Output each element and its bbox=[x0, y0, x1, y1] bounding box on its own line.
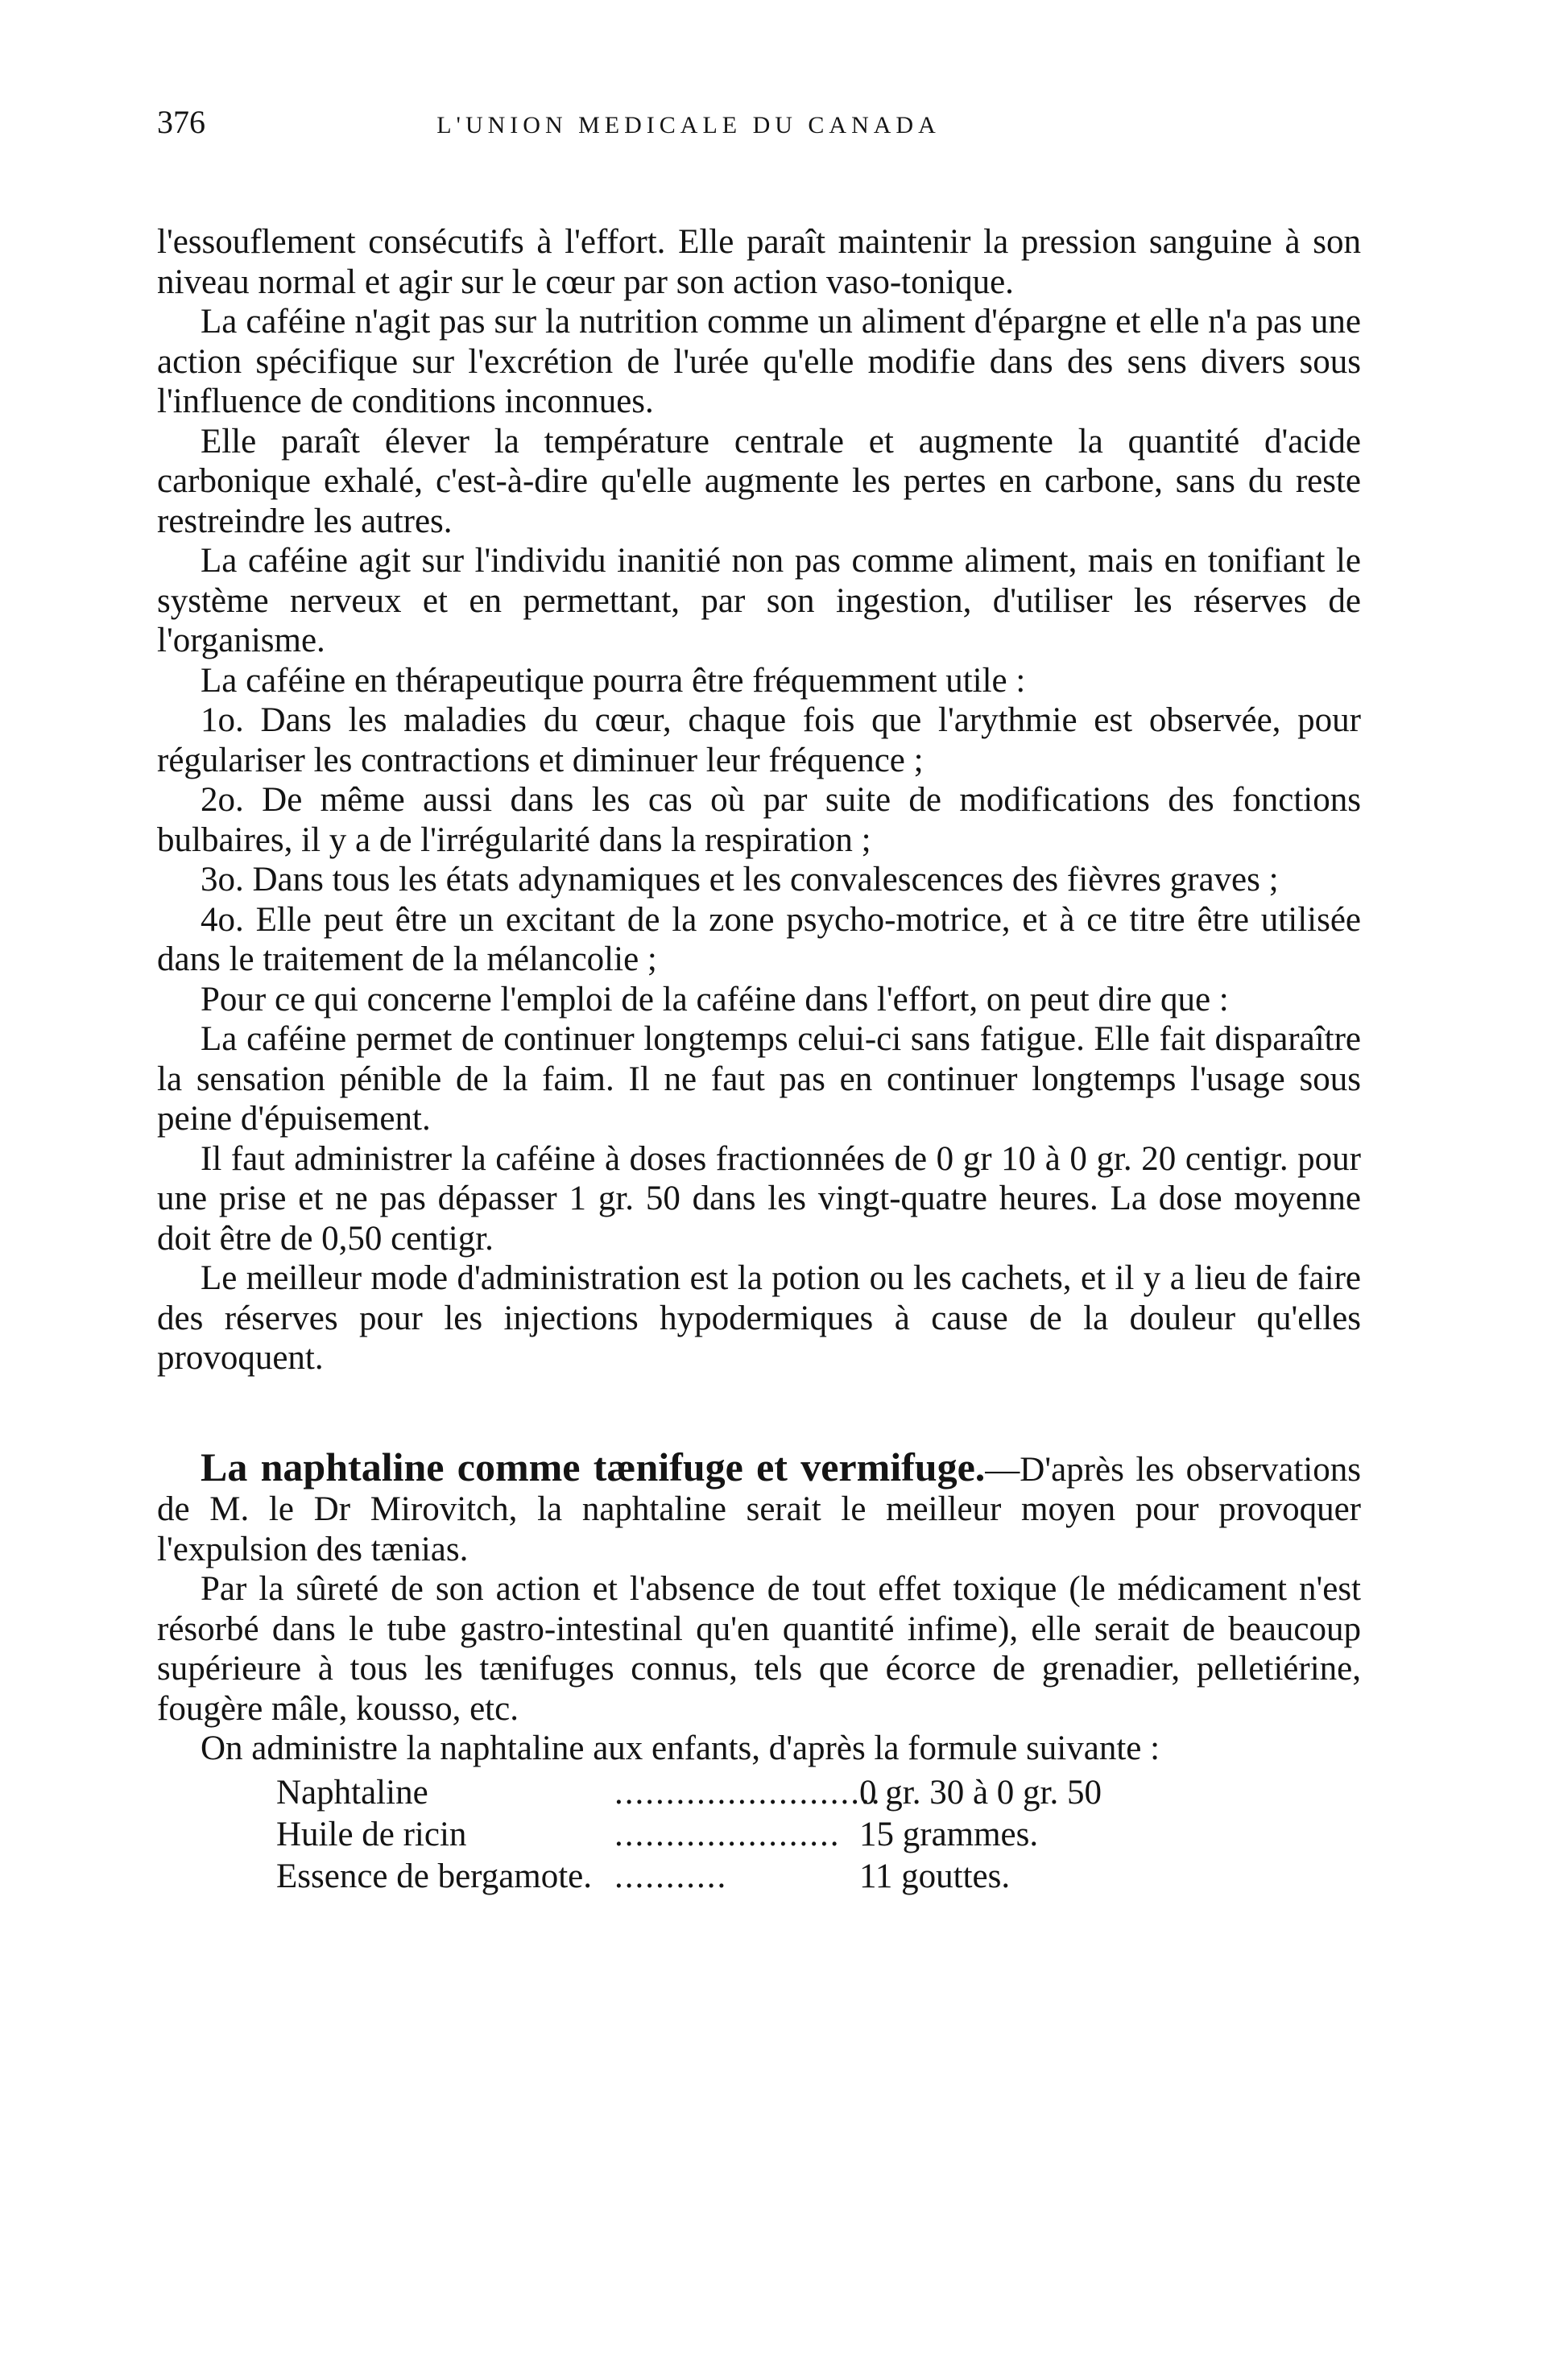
ingredient-name: Naphtaline bbox=[276, 1773, 428, 1812]
paragraph: Il faut administrer la caféine à doses fractionnées de 0 gr 10 à 0 gr. 20 centigr. pour une prise et ne pas dépasser 1 gr. 50 dans les vingt-quatre heures. La dose moyenne doit être de 0,50 centigr. bbox=[157, 1139, 1361, 1258]
paragraph: La caféine agit sur l'individu inanitié non pas comme aliment, mais en tonifiant le système nerveux et en permettant, par son ingestion, d'utiliser les réserves de l'organisme. bbox=[157, 542, 1361, 659]
paragraph: La caféine en thérapeutique pourra être fréquemment utile : bbox=[201, 661, 1026, 700]
paragraph: La caféine n'agit pas sur la nutrition comme un aliment d'épargne et elle n'a pas une action spécifique sur l'excrétion de l'urée qu'elle modifie dans des sens divers sous l'influence de conditions inconnues. bbox=[157, 303, 1361, 420]
page-header bbox=[157, 103, 1361, 167]
ingredient-quantity: 15 grammes. bbox=[859, 1815, 1039, 1853]
formula-row bbox=[276, 1772, 1361, 1814]
leader-dots: ...................... bbox=[614, 1815, 841, 1853]
list-item: 3o. Dans tous les états adynamiques et les convalescences des fièvres graves ; bbox=[201, 861, 1279, 899]
paragraph: l'essouflement consécutifs à l'effort. Elle paraît maintenir la pression sanguine à son niveau normal et agir sur le cœur par son action vaso-tonique. bbox=[157, 223, 1361, 301]
paragraph: Le meilleur mode d'administration est la potion ou les cachets, et il y a lieu de faire des réserves pour les injections hypodermiques à cause de la douleur qu'elles provoquent. bbox=[157, 1259, 1361, 1377]
page-number: 376 bbox=[157, 104, 205, 140]
leader-dots: .......................... bbox=[614, 1773, 882, 1812]
ingredient-quantity: 0 gr. 30 à 0 gr. 50 bbox=[859, 1773, 1102, 1812]
section-title: La naphtaline comme tænifuge et vermifuge. bbox=[201, 1444, 986, 1490]
paragraph: Pour ce qui concerne l'emploi de la caféine dans l'effort, on peut dire que : bbox=[201, 980, 1229, 1019]
paragraph: Par la sûreté de son action et l'absence de tout effet toxique (le médicament n'est résorbé dans le tube gastro-intestinal qu'en quantité infime), elle serait de beaucoup supérieure à tous les tænifuges connus, tels que écorce de grenadier, pelletiérine, fougère mâle, kousso, etc. bbox=[157, 1570, 1361, 1728]
section-spacer bbox=[157, 1378, 1361, 1448]
leader-dots: ........... bbox=[614, 1857, 728, 1895]
section-intro: —D'après les observations de M. le Dr Mirovitch, la naphtaline serait le meilleur moyen pour provoquer l'expulsion des tænias. bbox=[157, 1450, 1361, 1568]
ingredient-name: Essence de bergamote. bbox=[276, 1857, 593, 1895]
formula-row bbox=[276, 1856, 1361, 1898]
list-item: 4o. Elle peut être un excitant de la zone psycho-motrice, et à ce titre être utilisée dans le traitement de la mélancolie ; bbox=[157, 900, 1361, 978]
list-item: 1o. Dans les maladies du cœur, chaque fois que l'arythmie est observée, pour régulariser les contractions et diminuer leur fréquence ; bbox=[157, 701, 1361, 779]
paragraph: La caféine permet de continuer longtemps celui-ci sans fatigue. Elle fait disparaître la sensation pénible de la faim. Il ne faut pas en continuer longtemps l'usage sous peine d'épuisement. bbox=[157, 1020, 1361, 1138]
ingredient-name: Huile de ricin bbox=[276, 1815, 467, 1853]
page bbox=[157, 103, 1361, 1898]
list-item: 2o. De même aussi dans les cas où par suite de modifications des fonctions bulbaires, il y a de l'irrégularité dans la respiration ; bbox=[157, 781, 1361, 859]
paragraph: On administre la naphtaline aux enfants, d'après la formule suivante : bbox=[201, 1729, 1160, 1767]
running-head: L'UNION MEDICALE DU CANADA bbox=[436, 112, 941, 138]
ingredient-quantity: 11 gouttes. bbox=[859, 1857, 1011, 1895]
formula-row bbox=[276, 1814, 1361, 1856]
formula-table bbox=[276, 1772, 1361, 1898]
section-intro-paragraph bbox=[157, 1444, 1361, 1570]
paragraph: Elle paraît élever la température centrale et augmente la quantité d'acide carbonique exhalé, c'est-à-dire qu'elle augmente les pertes en carbone, sans du reste restreindre les autres. bbox=[157, 422, 1361, 540]
